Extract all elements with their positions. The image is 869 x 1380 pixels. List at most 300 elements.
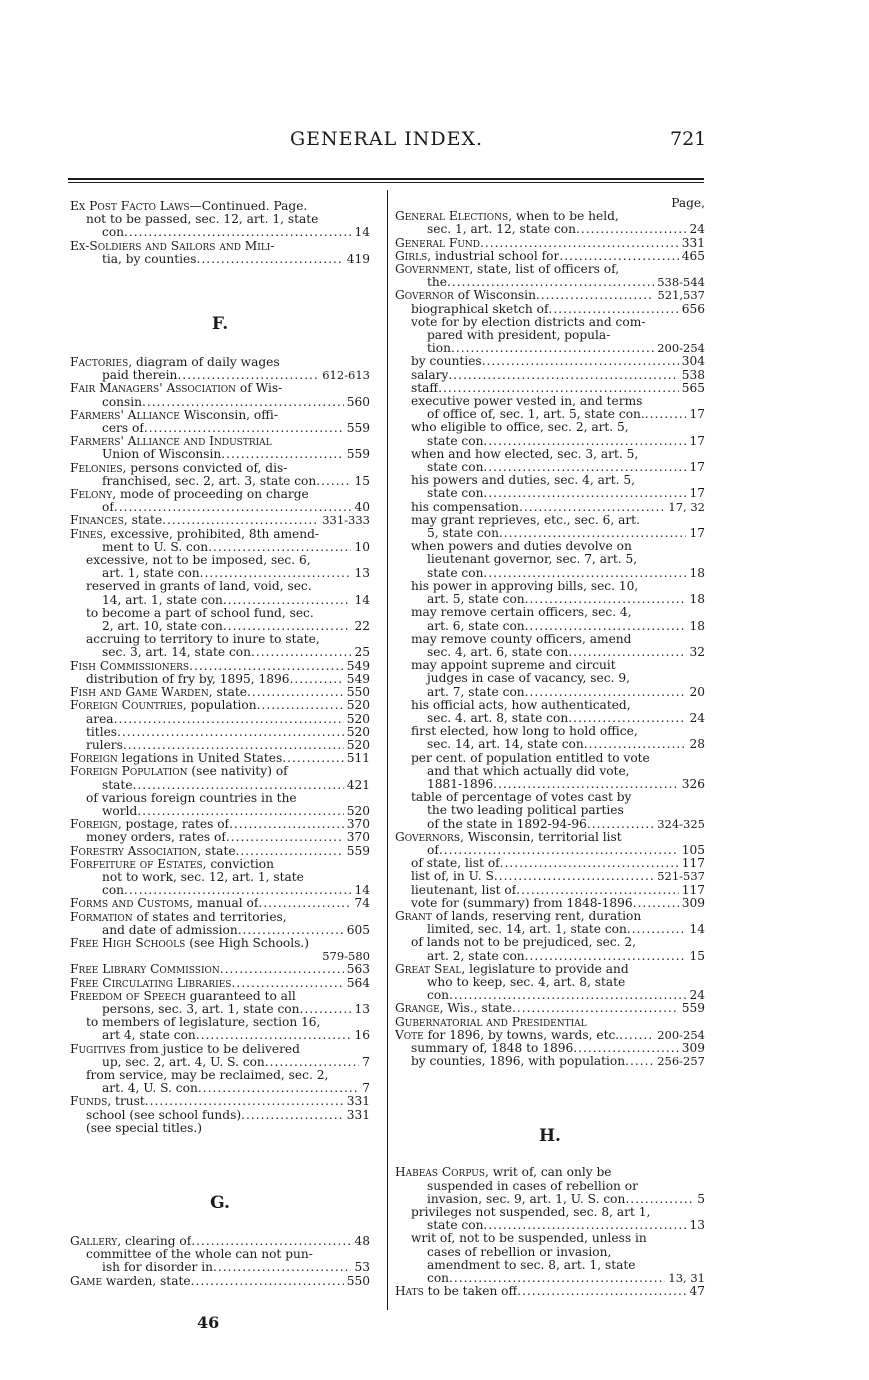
dot-leader	[123, 739, 344, 752]
index-entry	[395, 237, 705, 250]
dot-leader	[449, 1272, 665, 1285]
index-entry-text: when and how elected, sec. 3, art. 5,	[411, 446, 639, 461]
index-entry	[70, 409, 370, 422]
index-entry-text: art. 4, U. S. con	[102, 1082, 198, 1096]
index-entry-text: 1881-1896	[427, 777, 494, 791]
index-entry-text: Habeas Corpus, writ of, can only be	[395, 1165, 612, 1180]
section-e-entries	[70, 200, 370, 266]
index-entry-page: 74	[354, 896, 370, 911]
index-entry	[70, 554, 370, 567]
index-entry-text: Free Circulating Libraries	[70, 976, 232, 990]
index-entry-text: of	[427, 843, 439, 857]
header-rule	[68, 178, 704, 180]
index-entry-text: pared with president, popula-	[427, 328, 611, 343]
index-entry-text: his official acts, how authenticated,	[411, 697, 631, 712]
index-entry-text: biographical sketch of	[411, 302, 549, 316]
index-entry	[395, 1029, 705, 1042]
index-entry-text: tia, by counties	[102, 252, 197, 266]
index-entry-page: 47	[689, 1284, 705, 1299]
index-entry-text: Fines, excessive, prohibited, 8th amend-	[70, 526, 320, 541]
section-f-entries	[70, 356, 370, 1135]
dot-leader	[257, 699, 344, 712]
index-entry-page: 28	[689, 737, 705, 752]
index-entry-page: 18	[689, 618, 705, 633]
index-entry-text: (see special titles.)	[86, 1120, 203, 1135]
index-entry-page: 14	[354, 592, 370, 607]
index-entry-page: 105	[681, 842, 705, 857]
index-entry	[70, 765, 370, 778]
index-entry	[70, 462, 370, 475]
index-entry-page: 17	[689, 433, 705, 448]
index-entry	[70, 673, 370, 686]
index-entry-text: Girls, industrial school for	[395, 249, 560, 263]
index-entry-page: 40	[354, 500, 370, 515]
index-entry-text: persons, sec. 3, art. 1, state con	[102, 1002, 300, 1016]
dot-leader	[316, 475, 351, 488]
index-entry-text: first elected, how long to hold office,	[411, 724, 638, 739]
index-entry	[70, 686, 370, 699]
index-entry-text: to members of legislature, section 16,	[86, 1015, 321, 1030]
dot-leader	[619, 1029, 654, 1042]
index-entry	[70, 633, 370, 646]
index-entry-page: 563	[346, 962, 370, 977]
index-entry	[70, 435, 370, 448]
dot-leader	[117, 726, 344, 739]
index-entry-text: Fugitives from justice to be delivered	[70, 1041, 300, 1056]
index-entry-page: 14	[354, 883, 370, 898]
index-entry	[70, 646, 370, 659]
index-entry-page: 550	[346, 685, 370, 700]
index-entry-text: Factories, diagram of daily wages	[70, 355, 280, 370]
index-entry-text: state con	[427, 487, 484, 501]
index-entry-text: art. 5, state con	[427, 593, 525, 607]
index-entry-page: 17	[689, 407, 705, 422]
index-entry-text: school (see school funds)	[86, 1108, 242, 1122]
index-entry-page: 421	[346, 777, 370, 792]
index-entry-text: distribution of fry by, 1895, 1896	[86, 672, 290, 686]
index-entry-text: limited, sec. 14, art. 1, state con	[427, 923, 627, 937]
index-entry-text: executive power vested in, and terms	[411, 394, 643, 409]
index-entry-text: amendment to sec. 8, art. 1, state	[427, 1257, 636, 1272]
dot-leader	[576, 223, 687, 236]
index-entry	[395, 936, 705, 949]
index-entry-text: vote for by election districts and com-	[411, 314, 646, 329]
index-entry-text: to become a part of school fund, sec.	[86, 605, 314, 620]
index-entry-text: con	[427, 1272, 450, 1286]
index-entry	[395, 369, 705, 382]
index-entry-text: Great Seal, legislature to provide and	[395, 961, 629, 976]
section-g-entries	[70, 1235, 370, 1288]
index-entry	[70, 713, 370, 726]
index-entry-text: Ex-Soldiers and Sailors and Mili-	[70, 238, 275, 253]
index-entry-text: art. 7, state con	[427, 685, 525, 699]
index-entry-text: Formation of states and territories,	[70, 909, 287, 924]
index-entry-text: con	[102, 226, 125, 240]
index-entry-text: sec. 4. art. 8, state con	[427, 711, 569, 725]
index-entry-text: Grant of lands, reserving rent, duration	[395, 908, 642, 923]
index-entry-page: 559	[346, 447, 370, 462]
index-entry-page: 656	[681, 301, 705, 316]
index-entry-text: may appoint supreme and circuit	[411, 658, 616, 673]
index-entry-page: 22	[354, 619, 370, 634]
index-entry-text: judges in case of vacancy, sec. 9,	[427, 671, 630, 686]
index-entry	[395, 210, 705, 223]
index-entry	[395, 487, 705, 500]
index-entry-text: tion	[427, 342, 451, 356]
index-entry-page: 117	[681, 882, 705, 897]
index-entry-page: 53	[354, 1260, 370, 1275]
index-entry-page: 24	[689, 710, 705, 725]
index-entry-text: not to work, sec. 12, art. 1, state	[102, 869, 304, 884]
index-entry	[395, 514, 705, 527]
index-entry	[395, 474, 705, 487]
index-entry-text: Finances, state	[70, 514, 163, 528]
dot-leader	[482, 355, 679, 368]
index-entry	[395, 884, 705, 897]
index-entry-text: his powers and duties, sec. 4, art. 5,	[411, 473, 635, 488]
dot-leader	[191, 1275, 344, 1288]
index-entry-text: Foreign Population (see nativity) of	[70, 764, 288, 779]
index-entry-text: may remove certain officers, sec. 4,	[411, 605, 632, 620]
dot-leader	[213, 1261, 351, 1274]
index-entry-page: 579-580	[322, 949, 370, 964]
index-entry-text: sec. 14, art. 14, state con	[427, 738, 584, 752]
index-entry-text: sec. 4, art. 6, state con	[427, 645, 569, 659]
index-entry-text: who eligible to office, sec. 2, art. 5,	[411, 420, 629, 435]
index-entry-page: 538	[681, 367, 705, 382]
index-entry-text: his compensation	[411, 500, 519, 514]
index-entry-page: 16	[354, 1028, 370, 1043]
dot-leader	[494, 870, 654, 883]
index-entry-page: 370	[346, 830, 370, 845]
index-entry-page: 511	[346, 751, 370, 766]
index-entry-text: the	[427, 276, 447, 290]
index-entry-page: 521,537	[657, 288, 705, 303]
index-entry-text: of the state in 1892-94-96	[427, 817, 587, 831]
index-entry-text: from service, may be reclaimed, sec. 2,	[86, 1067, 329, 1082]
index-entry-text: Vote for 1896, by towns, wards, etc.	[395, 1028, 620, 1042]
index-entry-page: 309	[681, 1041, 705, 1055]
index-entry-page: 520	[346, 698, 370, 713]
index-entry-page: 15	[689, 948, 705, 963]
index-entry-text: summary of, 1848 to 1896	[411, 1042, 574, 1055]
index-entry-text: art. 1, state con	[102, 567, 200, 581]
index-entry-page: 538-544	[657, 275, 705, 290]
index-entry	[395, 580, 705, 593]
dot-leader	[447, 276, 654, 289]
index-entry-text: Foreign, postage, rates of	[70, 818, 230, 832]
index-entry	[70, 963, 370, 976]
index-entry-page: 200-254	[657, 1027, 705, 1042]
index-entry-text: Forfeiture of Estates, conviction	[70, 856, 274, 871]
index-entry	[70, 1069, 370, 1082]
index-entry-page: 7	[362, 1054, 370, 1069]
dot-leader	[439, 844, 679, 857]
index-entry	[395, 1272, 705, 1285]
index-entry-text: table of percentage of votes cast by	[411, 790, 632, 805]
running-head-title: GENERAL INDEX.	[290, 128, 484, 150]
index-entry-text: sec. 1, art. 12, state con	[427, 223, 576, 237]
index-entry	[70, 1261, 370, 1274]
section-g-continued-entries	[395, 210, 705, 1068]
index-entry	[70, 213, 370, 226]
dot-leader	[229, 818, 344, 831]
index-entry-page: 521-537	[657, 869, 705, 884]
index-entry-text: salary	[411, 368, 449, 382]
index-entry-text: his power in approving bills, sec. 10,	[411, 578, 639, 593]
index-entry-text: area	[86, 712, 114, 726]
index-entry-text: by counties, 1896, with population	[411, 1055, 626, 1069]
dot-leader	[251, 646, 352, 659]
index-entry-page: 13	[354, 1001, 370, 1016]
index-entry	[395, 725, 705, 738]
index-entry-page: 331	[681, 235, 705, 250]
index-entry	[70, 580, 370, 593]
index-entry-text: reserved in grants of land, void, sec.	[86, 579, 312, 594]
index-entry	[395, 223, 705, 236]
index-entry-page: 324-325	[657, 816, 705, 831]
index-entry-page: 520	[346, 803, 370, 818]
page-number: 721	[670, 128, 707, 150]
index-entry-text: 5, state con	[427, 527, 499, 541]
index-entry-page: 370	[346, 817, 370, 832]
index-entry-page: 304	[681, 354, 705, 369]
dot-leader	[449, 989, 686, 1002]
index-entry-text: of	[102, 501, 114, 515]
page-column-heading: Page,	[671, 196, 705, 210]
index-entry-page: 7	[362, 1081, 370, 1096]
dot-leader	[189, 660, 344, 673]
index-entry-text: Foreign legations in United States	[70, 752, 283, 766]
index-entry-text: Foreign Countries, population	[70, 699, 257, 713]
index-entry	[70, 1095, 370, 1108]
index-entry-text: cers of	[102, 422, 144, 436]
index-entry-text: ment to U. S. con	[102, 540, 209, 554]
right-column	[395, 197, 705, 1298]
index-entry-page: 326	[681, 776, 705, 791]
index-entry-text: and that which actually did vote,	[427, 763, 630, 778]
index-entry	[70, 382, 370, 395]
index-entry	[70, 1122, 370, 1135]
index-entry-page: 20	[689, 684, 705, 699]
index-entry-text: sec. 3, art. 14, state con	[102, 646, 251, 660]
index-entry	[70, 607, 370, 620]
index-entry-text: Fish and Game Warden, state	[70, 686, 248, 700]
index-entry-text: state	[102, 778, 133, 792]
index-entry-text: invasion, sec. 9, art. 1, U. S. con	[427, 1192, 626, 1206]
index-entry-text: may grant reprieves, etc., sec. 6, art.	[411, 512, 640, 527]
index-entry	[395, 844, 705, 857]
index-entry-text: consin	[102, 395, 143, 409]
index-entry-page: 18	[689, 565, 705, 580]
index-entry	[395, 421, 705, 434]
index-entry	[70, 818, 370, 831]
index-entry-page: 17, 32	[668, 499, 705, 514]
index-entry-page: 331	[346, 1107, 370, 1122]
index-entry-page: 520	[346, 711, 370, 726]
index-entry-text: list of, in U. S	[411, 870, 494, 884]
dot-leader	[124, 884, 351, 897]
index-entry-page: 331	[346, 1094, 370, 1109]
index-entry-text: franchised, sec. 2, art. 3, state con	[102, 474, 317, 488]
index-entry	[395, 1206, 705, 1219]
index-entry-text: art 4, state con	[102, 1029, 196, 1043]
index-entry-text: Farmers' Alliance and Industrial	[70, 434, 272, 449]
index-entry-text: of office of, sec. 1, art. 5, state con.	[427, 408, 645, 422]
index-entry-text: 14, art. 1, state con	[102, 593, 223, 607]
index-entry-text: rulers	[86, 738, 123, 752]
index-entry-page: 560	[346, 394, 370, 409]
index-entry-text: Governor of Wisconsin	[395, 289, 536, 303]
index-entry-page: 10	[354, 539, 370, 554]
dot-leader	[226, 831, 344, 844]
index-entry-text: state con	[427, 1219, 484, 1233]
dot-leader	[114, 501, 352, 514]
index-entry-page: 256-257	[657, 1054, 705, 1069]
index-entry	[70, 1043, 370, 1056]
index-entry	[70, 726, 370, 739]
index-entry	[70, 699, 370, 712]
dot-leader	[220, 963, 344, 976]
index-entry-text: Fish Commissioners	[70, 659, 190, 673]
index-entry	[70, 805, 370, 818]
index-entry-text: Felony, mode of proceeding on charge	[70, 487, 309, 502]
index-entry	[395, 910, 705, 923]
index-entry	[70, 240, 370, 253]
index-entry-text: titles	[86, 725, 118, 739]
index-entry	[395, 448, 705, 461]
index-entry-text: Government, state, list of officers of,	[395, 262, 620, 277]
index-entry-text: excessive, not to be imposed, sec. 6,	[86, 553, 311, 568]
index-entry-text: lieutenant, list of	[411, 883, 517, 897]
index-entry-page: 17	[689, 526, 705, 541]
index-entry-text: up, sec. 2, art. 4, U. S. con	[102, 1055, 265, 1069]
index-entry-page: 200-254	[657, 341, 705, 356]
dot-leader	[241, 1109, 344, 1122]
index-entry-text: art. 6, state con	[427, 619, 525, 633]
index-entry-text: world	[102, 804, 138, 818]
index-entry-page: 559	[681, 1001, 705, 1016]
index-entry-page: 612-613	[322, 368, 370, 383]
index-entry	[395, 1055, 705, 1068]
dot-leader	[290, 673, 344, 686]
index-entry-page: 465	[681, 248, 705, 263]
index-entry	[70, 660, 370, 673]
dot-leader	[114, 713, 344, 726]
index-entry-text: Gubernatorial and Presidential	[395, 1014, 587, 1029]
index-entry	[70, 831, 370, 844]
index-entry-page: 25	[354, 645, 370, 660]
index-entry-text: accruing to territory to inure to state,	[86, 632, 320, 647]
index-entry-text: by counties	[411, 355, 482, 369]
index-entry-text: the two leading political parties	[427, 803, 624, 818]
index-entry-text: 2, art. 10, state con	[102, 620, 223, 634]
index-entry-page: 549	[346, 658, 370, 673]
index-entry-text: Farmers' Alliance Wisconsin, offi-	[70, 407, 278, 422]
index-entry-page: 549	[346, 671, 370, 686]
index-entry	[70, 1248, 370, 1261]
index-entry	[70, 1275, 370, 1288]
index-entry-text: lieutenant governor, sec. 7, art. 5,	[427, 552, 638, 567]
index-entry-page: 520	[346, 724, 370, 739]
index-entry	[395, 1259, 705, 1272]
column-divider	[387, 190, 388, 1310]
index-entry-page: 5	[697, 1191, 705, 1206]
left-column	[70, 200, 370, 1288]
index-entry-text: may remove county officers, amend	[411, 631, 632, 646]
index-entry-text: of various foreign countries in the	[86, 790, 297, 805]
dot-leader	[483, 487, 686, 500]
index-entry	[395, 870, 705, 883]
index-entry	[70, 990, 370, 1003]
index-entry-page: 24	[689, 222, 705, 237]
section-letter-g: G.	[210, 1193, 230, 1213]
index-entry	[70, 739, 370, 752]
index-entry-text: Funds, trust	[70, 1095, 145, 1109]
index-entry-text: Forms and Customs, manual of	[70, 897, 259, 911]
dot-leader	[536, 289, 655, 302]
index-entry-page: 13	[354, 566, 370, 581]
index-entry	[395, 553, 705, 566]
section-letter-h: H.	[539, 1126, 561, 1147]
index-entry-page: 17	[689, 486, 705, 501]
index-entry	[395, 976, 705, 989]
index-entry-page: 48	[354, 1234, 370, 1248]
index-entry-text: money orders, rates of	[86, 831, 226, 845]
header-rule-thin	[68, 182, 704, 183]
index-entry	[70, 528, 370, 541]
dot-leader	[500, 857, 679, 870]
index-entry-text: Union of Wisconsin	[102, 448, 222, 462]
dot-leader	[517, 1285, 686, 1298]
index-entry-text: paid therein	[102, 369, 178, 383]
dot-leader	[625, 1055, 654, 1068]
index-entry-page: 13	[689, 1218, 705, 1233]
index-entry-text: Free Library Commission	[70, 963, 220, 977]
index-entry	[395, 395, 705, 408]
index-entry-text: Grange, Wis., state	[395, 1002, 513, 1016]
index-entry	[395, 1285, 705, 1298]
index-entry	[395, 672, 705, 685]
index-entry-page: 14	[354, 225, 370, 240]
index-entry-text: suspended in cases of rebellion or	[427, 1178, 638, 1193]
dot-leader	[516, 884, 678, 897]
index-entry-text: General Fund	[395, 236, 481, 250]
index-entry-text: Fair Managers' Association of Wis-	[70, 381, 283, 396]
index-entry	[70, 871, 370, 884]
index-entry-page: 550	[346, 1273, 370, 1288]
index-entry-page: 24	[689, 988, 705, 1003]
dot-leader	[198, 1082, 359, 1095]
index-entry-text: con	[102, 884, 125, 898]
index-entry	[70, 792, 370, 805]
index-entry-text: vote for (summary) from 1848-1896	[411, 896, 633, 910]
index-entry-page: 15	[354, 473, 370, 488]
index-entry-page: 559	[346, 843, 370, 858]
index-entry	[395, 606, 705, 619]
dot-leader	[282, 752, 343, 765]
index-entry-text: state con	[427, 461, 484, 475]
index-entry-text: not to be passed, sec. 12, art. 1, state	[86, 212, 319, 227]
index-entry	[395, 831, 705, 844]
index-entry	[395, 989, 705, 1002]
index-entry-text: Governors, Wisconsin, territorial list	[395, 829, 622, 844]
index-entry-text: Felonies, persons convicted of, dis-	[70, 460, 288, 475]
index-entry-text: state con	[427, 434, 484, 448]
index-entry-page: 559	[346, 421, 370, 436]
index-entry-page: 17	[689, 460, 705, 475]
index-entry-text: and date of admission	[102, 923, 238, 937]
